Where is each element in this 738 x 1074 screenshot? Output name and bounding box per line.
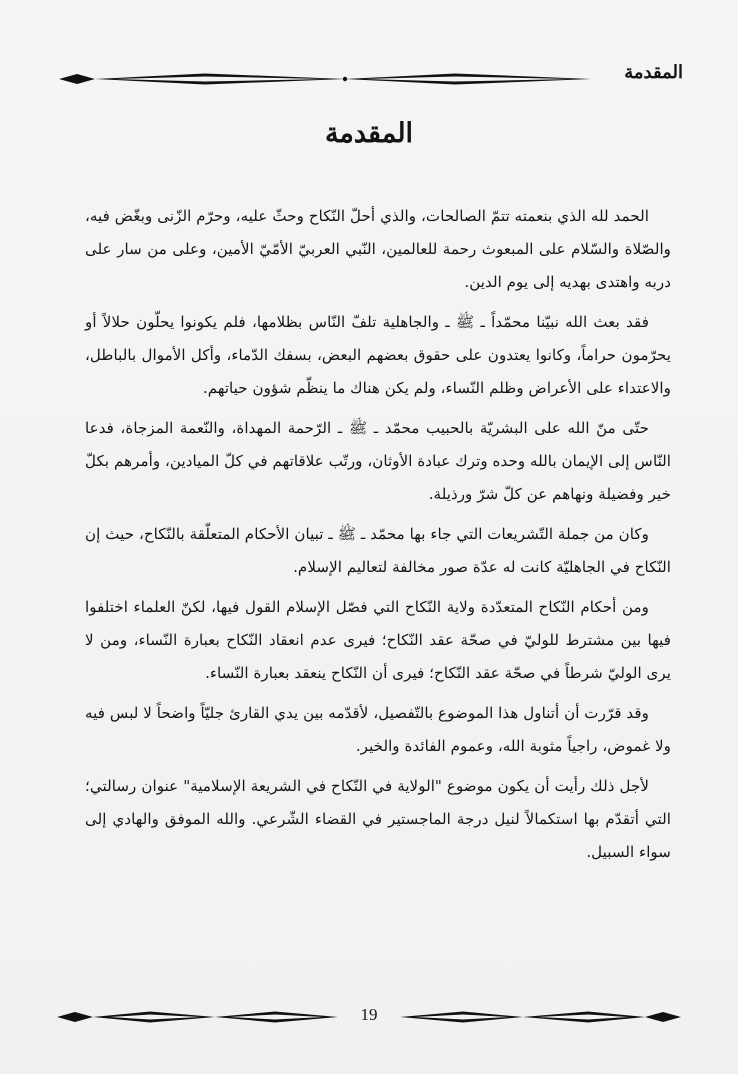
paragraph: حتّى منّ الله على البشريّة بالحبيب محمّد ـ ﷺ ـ الرّحمة المهداة، والنّعمة المزجاة، فدعا النّاس إلى الإيمان بالله وحده وترك عبادة الأوثان، ورتّب علاقاتهم في كلّ الميادين، وأمرهم بكلّ خير وفضيلة ونهاهم عن كلّ شرّ ورذيلة. (85, 419, 671, 503)
paragraph: الحمد لله الذي بنعمته تتمّ الصالحات، والذي أحلّ النّكاح وحثّ عليه، وحرّم الزّنى وبغّض فيه، والصّلاة والسّلام على المبعوث رحمة للعالمين، النّبي العربيّ الأمّيّ الأمين، وعلى من سار على دربه واهتدى بهديه إلى يوم الدين. (85, 207, 671, 291)
paragraph: وقد قرّرت أن أتناول هذا الموضوع بالتّفصيل، لأقدّمه بين يدي القارئ جليّاً واضحاً لا لبس فيه ولا غموض، راجياً مثوبة الله، وعموم الفائدة والخير. (85, 704, 671, 755)
page-footer (55, 1005, 683, 1035)
paragraph: لأجل ذلك رأيت أن يكون موضوع "الولاية في النّكاح في الشريعة الإسلامية" عنوان رسالتي؛ التي أتقدّم بها استكمالاً لنيل درجة الماجستير في القضاء الشّرعي. والله الموفق والهادي إلى سواء السبيل. (85, 777, 671, 861)
footer-ornament-right (398, 1009, 683, 1025)
page-title: المقدمة (324, 118, 414, 149)
body-text (85, 200, 671, 876)
header-ornament-rule (55, 71, 595, 87)
paragraph: فقد بعث الله نبيّنا محمّداً ـ ﷺ ـ والجاهلية تلفّ النّاس بظلامها، فلم يكونوا يحلّون حلالاً أو يحرّمون حراماً، وكانوا يعتدون على حقوق بعضهم البعض، بسفك الدّماء، وأكل الأموال بالباطل، والاعتداء على الأعراض وظلم النّساء، ولم يكن هناك ما ينظّم شؤون حياتهم. (85, 313, 671, 397)
footer-ornament-left (55, 1009, 340, 1025)
paragraph: وكان من جملة التّشريعات التي جاء بها محمّد ـ ﷺ ـ تبيان الأحكام المتعلّقة بالنّكاح، حيث إن النّكاح في الجاهليّة كانت له عدّة صور مخالفة لتعاليم الإسلام. (85, 525, 671, 576)
paragraph: ومن أحكام النّكاح المتعدّدة ولاية النّكاح التي فصّل الإسلام القول فيها، لكنّ العلماء اختلفوا فيها بين مشترط للوليّ في صحّة عقد النّكاح؛ فيرى عدم انعقاد النّكاح بعبارة النّساء، ومن لا يرى الوليّ شرطاً في صحّة عقد النّكاح؛ فيرى أن النّكاح ينعقد بعبارة النّساء. (85, 598, 671, 682)
page-header (55, 62, 683, 92)
page-number: 19 (360, 1005, 378, 1024)
running-header-title: المقدمة (624, 62, 683, 83)
